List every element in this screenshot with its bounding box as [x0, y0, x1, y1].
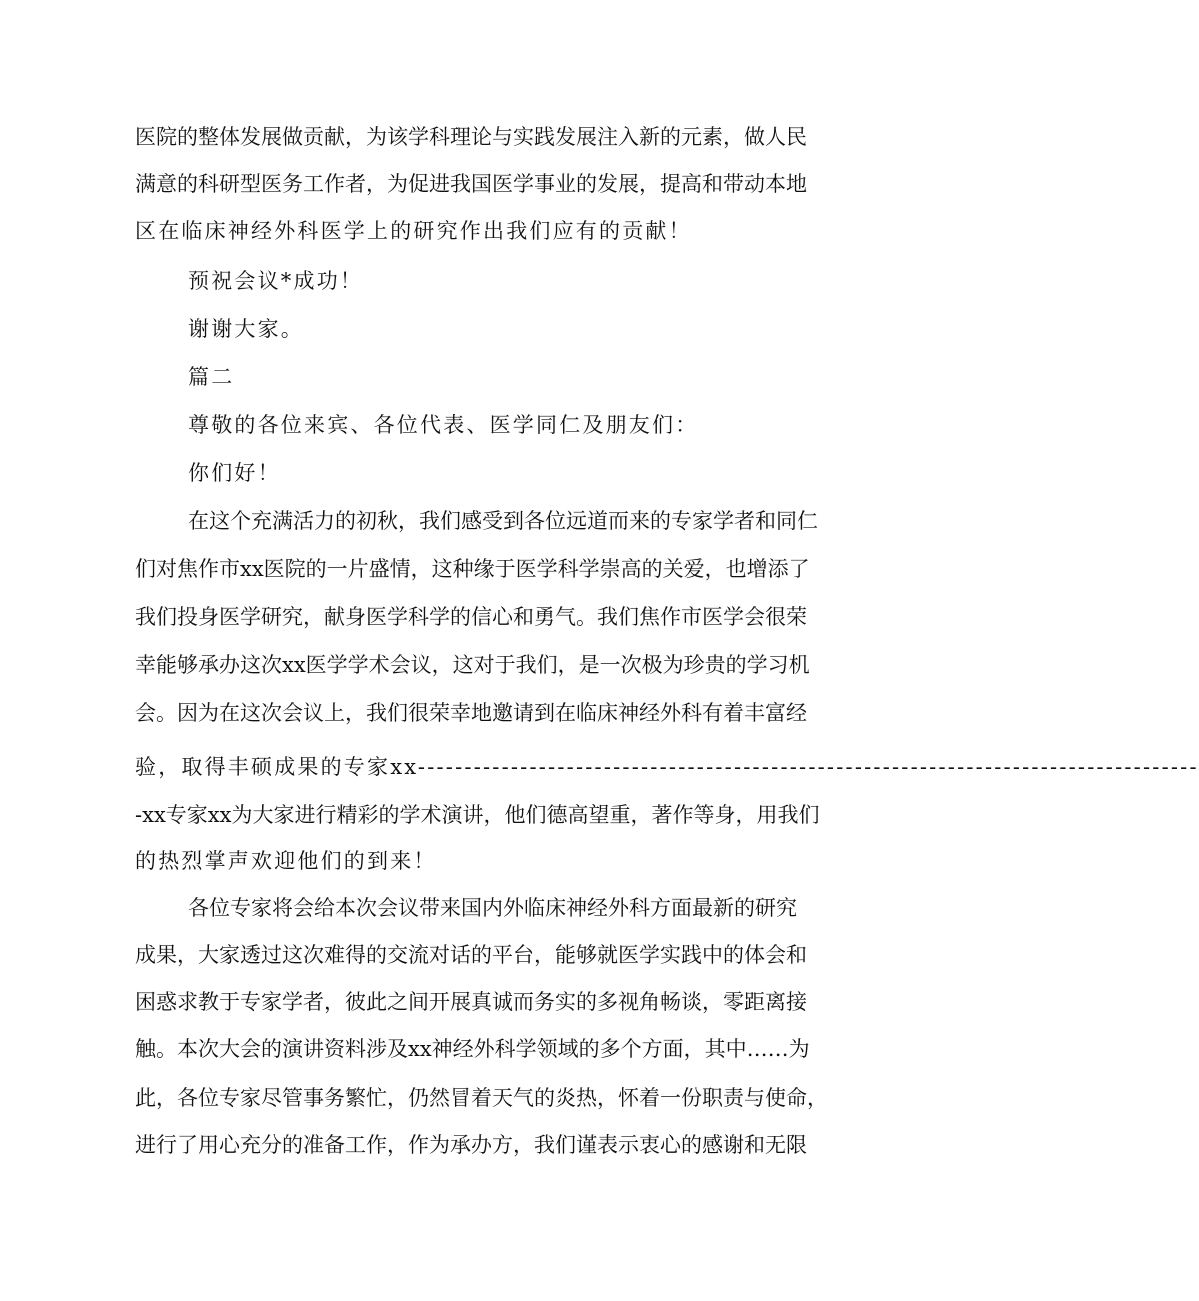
text-line: 各位专家将会给本次会议带来国内外临床神经外科方面最新的研究	[188, 896, 797, 920]
text-line: 谢谢大家。	[188, 317, 304, 341]
text-line: 区在临床神经外科医学上的研究作出我们应有的贡献！	[135, 219, 692, 243]
text-line: 此，各位专家尽管事务繁忙，仍然冒着天气的炎热，怀着一份职责与使命，	[135, 1086, 828, 1110]
text-line: 进行了用心充分的准备工作，作为承办方，我们谨表示衷心的感谢和无限	[135, 1133, 807, 1157]
text-line: 的热烈掌声欢迎他们的到来！	[135, 849, 437, 873]
text-line: 困惑求教于专家学者，彼此之间开展真诚而务实的多视角畅谈，零距离接	[135, 990, 807, 1014]
text-line: 们对焦作市xx医院的一片盛情，这种缘于医学科学崇高的关爱，也增添了	[135, 557, 810, 581]
text-line: 在这个充满活力的初秋，我们感受到各位远道而来的专家学者和同仁	[188, 509, 818, 533]
text-line: -xx专家xx为大家进行精彩的学术演讲，他们德高望重，著作等身，用我们	[135, 803, 820, 827]
greeting: 你们好！	[188, 461, 281, 485]
text-line: 会。因为在这次会议上，我们很荣幸地邀请到在临床神经外科有着丰富经	[135, 701, 807, 725]
salutation: 尊敬的各位来宾、各位代表、医学同仁及朋友们：	[188, 413, 699, 437]
text-line: 触。本次大会的演讲资料涉及xx神经外科学领域的多个方面，其中……为	[135, 1037, 810, 1061]
text-line: 预祝会议*成功！	[188, 269, 364, 293]
text-line: 成果，大家透过这次难得的交流对话的平台，能够就医学实践中的体会和	[135, 943, 807, 967]
text-line: 我们投身医学研究，献身医学科学的信心和勇气。我们焦作市医学会很荣	[135, 605, 807, 629]
section-heading: 篇二	[188, 365, 235, 389]
text-line: 满意的科研型医务工作者，为促进我国医学事业的发展，提高和带动本地	[135, 172, 807, 196]
text-line: 幸能够承办这次xx医学学术会议，这对于我们，是一次极为珍贵的学习机	[135, 653, 810, 677]
text-line: 验，取得丰硕成果的专家xx------------------------------------------------------------------------------------	[135, 755, 1199, 779]
text-line: 医院的整体发展做贡献，为该学科理论与实践发展注入新的元素，做人民	[135, 125, 807, 149]
